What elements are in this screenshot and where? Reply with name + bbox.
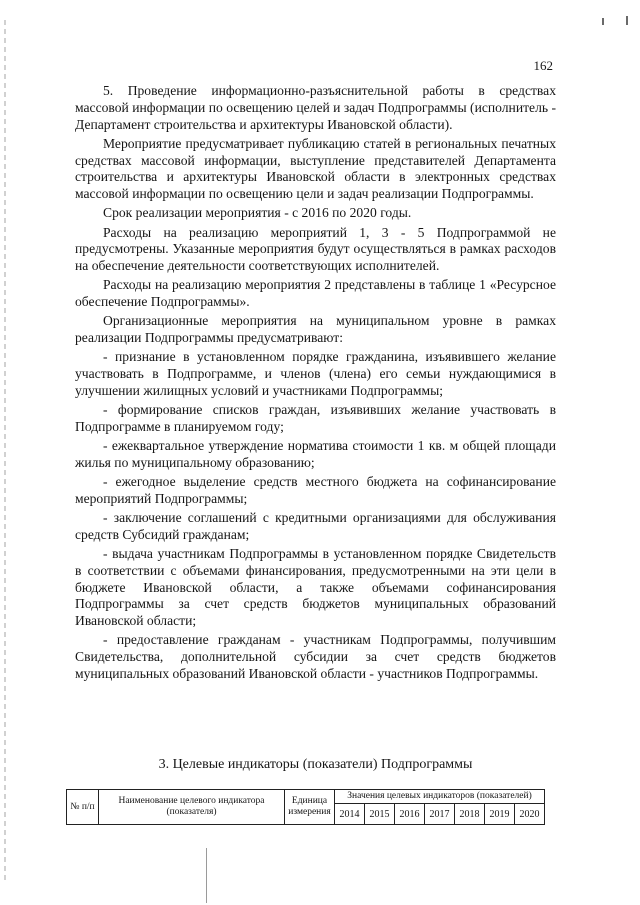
body-text: [75, 83, 556, 685]
list-item: - предоставление гражданам - участникам Подпрограммы, получившим Свидетельства, дополнительной субсидии за счет средств бюджетов муниципальных образований Ивановской области - участников Подпрограммы.: [75, 632, 556, 681]
table-header-number: № п/п: [67, 790, 99, 825]
list-item: - заключение соглашений с кредитными организациями для обслуживания средств Субсидий гражданам;: [75, 510, 556, 542]
table-header-year: 2018: [455, 804, 485, 825]
table-header-year: 2020: [515, 804, 545, 825]
list-item: - формирование списков граждан, изъявивших желание участвовать в Подпрограмме в планируемом году;: [75, 402, 556, 434]
page-number: 162: [533, 58, 553, 73]
list-item: - ежеквартальное утверждение норматива стоимости 1 кв. м общей площади жилья по муниципальному образованию;: [75, 438, 556, 470]
table-header-year: 2015: [365, 804, 395, 825]
list-item: - выдача участникам Подпрограммы в установленном порядке Свидетельств в соответствии с объемами финансирования, предусмотренными на эти цели в бюджете Ивановской области, а также объемами софинансирования Подпрограммы за счет средств бюджетов муниципальных образований Ивановской области;: [75, 546, 556, 629]
list-item: - ежегодное выделение средств местного бюджета на софинансирование мероприятий Подпрограммы;: [75, 474, 556, 506]
table-header-year: 2014: [335, 804, 365, 825]
scan-left-edge: [4, 20, 6, 880]
scan-mark: [626, 16, 628, 25]
paragraph: Мероприятие предусматривает публикацию статей в региональных печатных средствах массовой информации, выступление представителей Департамента строительства и архитектуры Ивановской области в электронных средствах массовой информации по освещению цели и задач реализации Подпрограммы.: [75, 135, 556, 202]
table-header-name: Наименование целевого индикатора (показателя): [99, 790, 285, 825]
scan-mark: [602, 18, 604, 25]
scan-fold-line: [206, 848, 207, 903]
table-header-year: 2017: [425, 804, 455, 825]
table-header-year: 2016: [395, 804, 425, 825]
table-header-values: Значения целевых индикаторов (показателей): [335, 790, 545, 804]
table-header-unit: Единица измерения: [285, 790, 335, 825]
paragraph: Расходы на реализацию мероприятий 1, 3 - 5 Подпрограммой не предусмотрены. Указанные мероприятия будут осуществляться в рамках расходов на обеспечение деятельности соответствующих исполнителей.: [75, 224, 556, 274]
table-header-year: 2019: [485, 804, 515, 825]
paragraph: 5. Проведение информационно-разъяснительной работы в средствах массовой информации по освещению целей и задач Подпрограммы (исполнитель - Департамент строительства и архитектуры Ивановской области).: [75, 83, 556, 132]
list-item: - признание в установленном порядке гражданина, изъявившего желание участвовать в Подпрограмме, и членов (члена) его семьи нуждающимися в улучшении жилищных условий и участниками Подпрограммы;: [75, 349, 556, 398]
paragraph: Срок реализации мероприятия - с 2016 по 2020 годы.: [103, 205, 412, 221]
paragraph: Расходы на реализацию мероприятия 2 представлены в таблице 1 «Ресурсное обеспечение Подпрограммы».: [75, 277, 556, 310]
indicators-table: [66, 789, 545, 825]
section-title: 3. Целевые индикаторы (показатели) Подпрограммы: [158, 757, 473, 772]
paragraph: Организационные мероприятия на муниципальном уровне в рамках реализации Подпрограммы предусматривают:: [75, 313, 556, 346]
